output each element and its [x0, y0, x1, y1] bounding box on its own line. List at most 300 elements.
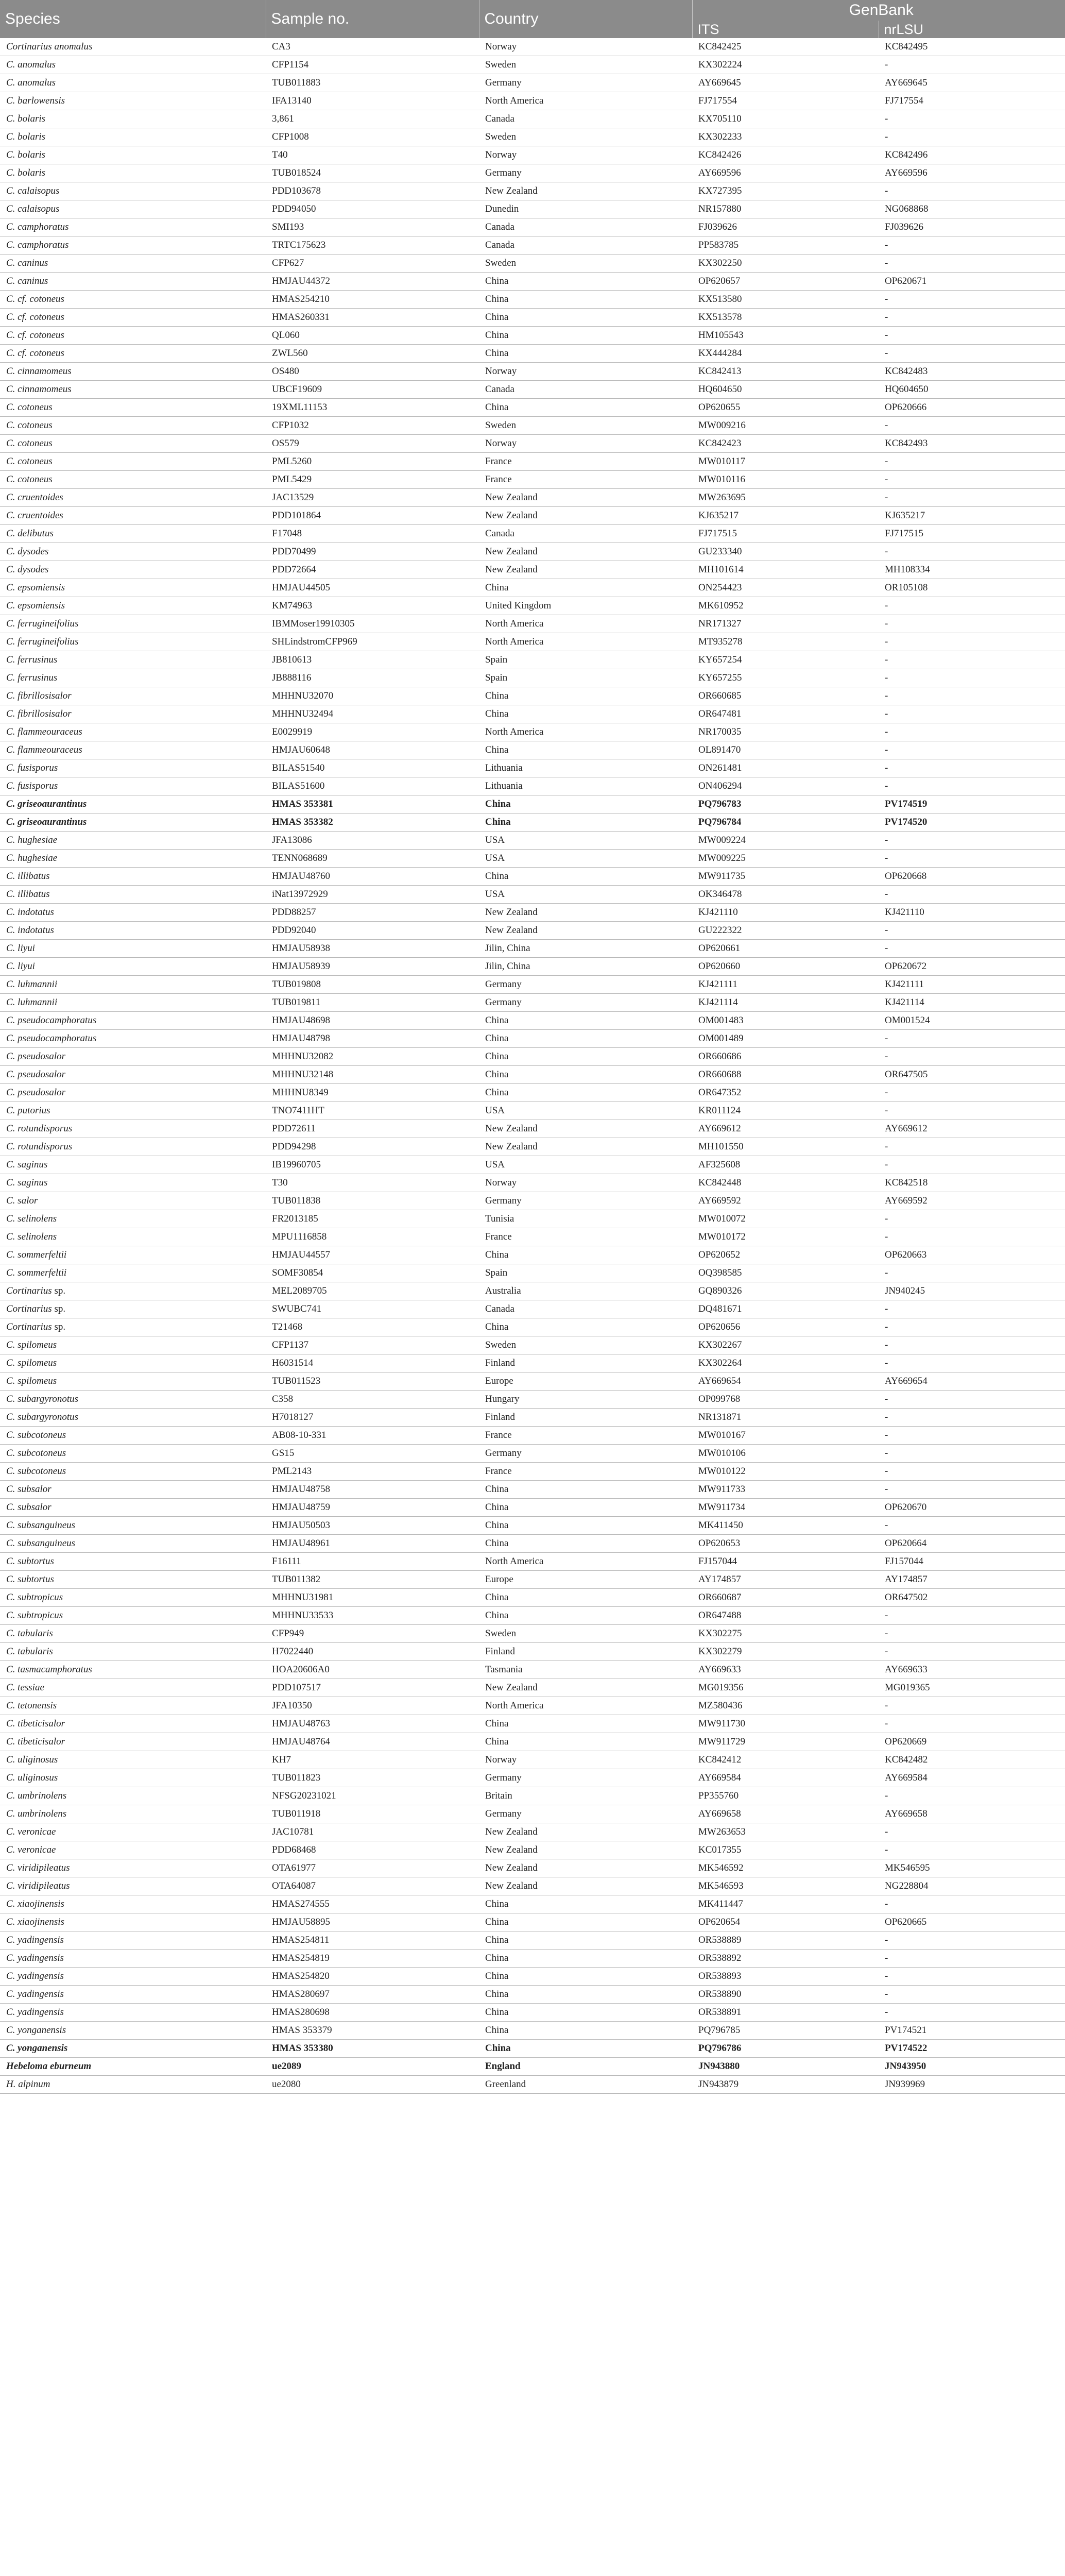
cell-its: MW911733 [692, 1481, 879, 1499]
cell-species: C. cruentoides [0, 489, 266, 507]
cell-nrlsu: OP620668 [879, 868, 1065, 886]
cell-sample: OTA64087 [266, 1877, 479, 1895]
cell-nrlsu: - [879, 309, 1065, 327]
cell-nrlsu: - [879, 255, 1065, 273]
cell-country: China [479, 1968, 692, 1986]
cell-species: C. tibeticisalor [0, 1715, 266, 1733]
cell-sample: CFP1008 [266, 128, 479, 146]
cell-nrlsu: - [879, 1968, 1065, 1986]
table-row [0, 777, 1065, 795]
cell-its: OR538889 [692, 1931, 879, 1950]
cell-its: OP620655 [692, 399, 879, 417]
cell-country: China [479, 1517, 692, 1535]
cell-country: New Zealand [479, 507, 692, 525]
cell-country: China [479, 1318, 692, 1336]
cell-its: OP620652 [692, 1246, 879, 1264]
table-row [0, 1336, 1065, 1354]
cell-sample: HMJAU48760 [266, 868, 479, 886]
cell-sample: IBMMoser19910305 [266, 615, 479, 633]
cell-its: OR647352 [692, 1084, 879, 1102]
cell-country: China [479, 687, 692, 705]
cell-nrlsu: - [879, 615, 1065, 633]
cell-its: MW263653 [692, 1823, 879, 1841]
cell-country: China [479, 327, 692, 345]
cell-country: China [479, 309, 692, 327]
table-row [0, 1246, 1065, 1264]
cell-species: C. cotoneus [0, 471, 266, 489]
cell-nrlsu: - [879, 1210, 1065, 1228]
cell-its: MW010116 [692, 471, 879, 489]
cell-country: England [479, 2058, 692, 2076]
cell-sample: 19XML11153 [266, 399, 479, 417]
table-row [0, 363, 1065, 381]
cell-sample: KM74963 [266, 597, 479, 615]
cell-sample: CA3 [266, 38, 479, 56]
cell-country: China [479, 705, 692, 723]
cell-species: C. cruentoides [0, 507, 266, 525]
cell-country: New Zealand [479, 1877, 692, 1895]
cell-species: C. illibatus [0, 886, 266, 904]
cell-species: C. cinnamomeus [0, 381, 266, 399]
table-row [0, 1156, 1065, 1174]
cell-nrlsu: - [879, 1318, 1065, 1336]
cell-country: China [479, 1986, 692, 2004]
cell-country: China [479, 795, 692, 814]
table-row [0, 1553, 1065, 1571]
cell-country: Norway [479, 146, 692, 164]
cell-country: Sweden [479, 1336, 692, 1354]
table-row [0, 182, 1065, 200]
cell-its: KC842413 [692, 363, 879, 381]
cell-nrlsu: JN940245 [879, 1282, 1065, 1300]
cell-species: C. liyui [0, 958, 266, 976]
cell-its: OQ398585 [692, 1264, 879, 1282]
cell-species: C. pseudocamphoratus [0, 1012, 266, 1030]
cell-species: H. alpinum [0, 2076, 266, 2094]
cell-its: AY669584 [692, 1769, 879, 1787]
cell-species: C. viridipileatus [0, 1859, 266, 1877]
table-row [0, 92, 1065, 110]
cell-sample: HMJAU48759 [266, 1499, 479, 1517]
cell-country: Spain [479, 651, 692, 669]
cell-its: FJ157044 [692, 1553, 879, 1571]
table-row [0, 1968, 1065, 1986]
table-row [0, 868, 1065, 886]
cell-species: C. umbrinolens [0, 1805, 266, 1823]
cell-sample: HMJAU48698 [266, 1012, 479, 1030]
table-row [0, 38, 1065, 56]
cell-its: MW010106 [692, 1445, 879, 1463]
table-row [0, 525, 1065, 543]
cell-its: KX444284 [692, 345, 879, 363]
cell-its: KC842423 [692, 435, 879, 453]
table-row [0, 1823, 1065, 1841]
cell-country: New Zealand [479, 489, 692, 507]
cell-species: C. epsomiensis [0, 579, 266, 597]
cell-nrlsu: - [879, 850, 1065, 868]
cell-species: C. bolaris [0, 146, 266, 164]
cell-species: C. putorius [0, 1102, 266, 1120]
cell-country: Spain [479, 1264, 692, 1282]
cell-country: Germany [479, 1769, 692, 1787]
cell-its: KX705110 [692, 110, 879, 128]
cell-its: OL891470 [692, 741, 879, 759]
cell-sample: PDD70499 [266, 543, 479, 561]
cell-sample: H7018127 [266, 1409, 479, 1427]
cell-nrlsu: OP620663 [879, 1246, 1065, 1264]
table-row [0, 705, 1065, 723]
cell-country: Tunisia [479, 1210, 692, 1228]
cell-country: New Zealand [479, 561, 692, 579]
cell-nrlsu: AY174857 [879, 1571, 1065, 1589]
cell-its: PQ796784 [692, 814, 879, 832]
table-row [0, 164, 1065, 182]
cell-sample: HMJAU58938 [266, 940, 479, 958]
cell-species: Cortinarius sp. [0, 1300, 266, 1318]
cell-its: MH101550 [692, 1138, 879, 1156]
cell-country: China [479, 1913, 692, 1931]
table-row [0, 850, 1065, 868]
cell-its: OR647481 [692, 705, 879, 723]
cell-sample: HMJAU60648 [266, 741, 479, 759]
cell-country: China [479, 579, 692, 597]
cell-country: Canada [479, 1300, 692, 1318]
cell-its: GU233340 [692, 543, 879, 561]
cell-nrlsu: - [879, 1048, 1065, 1066]
cell-nrlsu: AY669658 [879, 1805, 1065, 1823]
cell-nrlsu: KJ635217 [879, 507, 1065, 525]
cell-nrlsu: - [879, 633, 1065, 651]
col-header-country: Country [479, 0, 692, 38]
cell-species: C. pseudosalor [0, 1084, 266, 1102]
table-row [0, 723, 1065, 741]
cell-sample: KH7 [266, 1751, 479, 1769]
cell-species: C. yadingensis [0, 1950, 266, 1968]
cell-sample: JB888116 [266, 669, 479, 687]
cell-sample: AB08-10-331 [266, 1427, 479, 1445]
table-row [0, 1066, 1065, 1084]
cell-sample: PML5429 [266, 471, 479, 489]
cell-country: France [479, 453, 692, 471]
table-row [0, 1895, 1065, 1913]
cell-country: Canada [479, 236, 692, 255]
cell-sample: TUB011823 [266, 1769, 479, 1787]
cell-country: Germany [479, 1445, 692, 1463]
cell-country: North America [479, 633, 692, 651]
cell-its: MH101614 [692, 561, 879, 579]
cell-its: OR660688 [692, 1066, 879, 1084]
cell-nrlsu: - [879, 1138, 1065, 1156]
cell-sample: HMJAU48798 [266, 1030, 479, 1048]
table-row [0, 1913, 1065, 1931]
cell-sample: JB810613 [266, 651, 479, 669]
cell-its: HM105543 [692, 327, 879, 345]
cell-country: New Zealand [479, 1120, 692, 1138]
table-row [0, 1877, 1065, 1895]
cell-sample: HMAS 353380 [266, 2040, 479, 2058]
cell-country: Sweden [479, 255, 692, 273]
cell-country: France [479, 1463, 692, 1481]
cell-species: C. subsanguineus [0, 1517, 266, 1535]
cell-country: China [479, 345, 692, 363]
cell-nrlsu: PV174520 [879, 814, 1065, 832]
table-row [0, 74, 1065, 92]
cell-its: KJ421111 [692, 976, 879, 994]
cell-sample: TUB011883 [266, 74, 479, 92]
cell-its: AY669633 [692, 1661, 879, 1679]
cell-sample: TUB011838 [266, 1192, 479, 1210]
cell-sample: HMJAU48758 [266, 1481, 479, 1499]
cell-nrlsu: AY669654 [879, 1372, 1065, 1391]
table-row [0, 1661, 1065, 1679]
table-row [0, 417, 1065, 435]
cell-country: New Zealand [479, 1859, 692, 1877]
cell-nrlsu: PV174521 [879, 2022, 1065, 2040]
cell-country: New Zealand [479, 543, 692, 561]
cell-nrlsu: - [879, 669, 1065, 687]
cell-its: MW010167 [692, 1427, 879, 1445]
table-row [0, 1084, 1065, 1102]
cell-country: USA [479, 832, 692, 850]
table-row [0, 345, 1065, 363]
cell-species: C. liyui [0, 940, 266, 958]
cell-country: Germany [479, 1805, 692, 1823]
cell-nrlsu: - [879, 759, 1065, 777]
cell-nrlsu: - [879, 597, 1065, 615]
cell-species: C. pseudosalor [0, 1048, 266, 1066]
table-row [0, 2022, 1065, 2040]
cell-country: China [479, 273, 692, 291]
cell-nrlsu: - [879, 1445, 1065, 1463]
cell-its: MK411447 [692, 1895, 879, 1913]
cell-sample: SMI193 [266, 218, 479, 236]
cell-nrlsu: KC842483 [879, 363, 1065, 381]
cell-country: Germany [479, 1192, 692, 1210]
cell-its: AY174857 [692, 1571, 879, 1589]
cell-species: C. ferrugineifolius [0, 615, 266, 633]
cell-sample: JFA13086 [266, 832, 479, 850]
cell-its: MW009216 [692, 417, 879, 435]
table-row [0, 1300, 1065, 1318]
cell-sample: T21468 [266, 1318, 479, 1336]
cell-species: C. dysodes [0, 543, 266, 561]
cell-species: C. cf. cotoneus [0, 327, 266, 345]
cell-nrlsu: OP620664 [879, 1535, 1065, 1553]
table-row [0, 1715, 1065, 1733]
table-row [0, 1751, 1065, 1769]
cell-species: Cortinarius sp. [0, 1282, 266, 1300]
cell-its: OR660687 [692, 1589, 879, 1607]
cell-sample: PML5260 [266, 453, 479, 471]
cell-nrlsu: - [879, 1084, 1065, 1102]
table-row [0, 1030, 1065, 1048]
cell-nrlsu: KC842493 [879, 435, 1065, 453]
cell-nrlsu: - [879, 777, 1065, 795]
cell-its: NR157880 [692, 200, 879, 218]
cell-its: PQ796786 [692, 2040, 879, 2058]
table-row [0, 922, 1065, 940]
table-row [0, 741, 1065, 759]
cell-nrlsu: - [879, 1228, 1065, 1246]
cell-species: C. sommerfeltii [0, 1264, 266, 1282]
cell-sample: SHLindstromCFP969 [266, 633, 479, 651]
cell-sample: PDD101864 [266, 507, 479, 525]
cell-nrlsu: - [879, 1427, 1065, 1445]
cell-sample: PDD88257 [266, 904, 479, 922]
cell-species: C. subtortus [0, 1553, 266, 1571]
cell-species: C. subcotoneus [0, 1445, 266, 1463]
cell-its: KX302279 [692, 1643, 879, 1661]
cell-nrlsu: - [879, 2004, 1065, 2022]
table-row [0, 940, 1065, 958]
cell-nrlsu: - [879, 1264, 1065, 1282]
cell-country: Germany [479, 74, 692, 92]
table-row [0, 1481, 1065, 1499]
cell-sample: GS15 [266, 1445, 479, 1463]
cell-sample: OS480 [266, 363, 479, 381]
cell-nrlsu: AY669592 [879, 1192, 1065, 1210]
cell-sample: PDD107517 [266, 1679, 479, 1697]
table-row [0, 795, 1065, 814]
cell-its: GU222322 [692, 922, 879, 940]
cell-country: China [479, 1715, 692, 1733]
cell-country: Canada [479, 110, 692, 128]
cell-country: China [479, 1012, 692, 1030]
cell-nrlsu: NG068868 [879, 200, 1065, 218]
cell-its: OR660686 [692, 1048, 879, 1066]
col-header-species: Species [0, 0, 266, 38]
cell-sample: MHHNU33533 [266, 1607, 479, 1625]
cell-its: KC842426 [692, 146, 879, 164]
table-row [0, 146, 1065, 164]
cell-its: NR171327 [692, 615, 879, 633]
cell-nrlsu: - [879, 417, 1065, 435]
cell-species: C. yadingensis [0, 2004, 266, 2022]
table-row [0, 669, 1065, 687]
cell-its: AY669658 [692, 1805, 879, 1823]
cell-nrlsu: - [879, 182, 1065, 200]
cell-species: C. spilomeus [0, 1372, 266, 1391]
cell-species: C. selinolens [0, 1210, 266, 1228]
cell-its: OP099768 [692, 1391, 879, 1409]
cell-nrlsu: - [879, 1625, 1065, 1643]
table-row [0, 543, 1065, 561]
cell-nrlsu: - [879, 128, 1065, 146]
cell-its: FJ717554 [692, 92, 879, 110]
cell-species: C. tabularis [0, 1643, 266, 1661]
cell-sample: PDD94298 [266, 1138, 479, 1156]
cell-species: C. indotatus [0, 922, 266, 940]
cell-sample: H7022440 [266, 1643, 479, 1661]
cell-country: China [479, 1030, 692, 1048]
cell-sample: SOMF30854 [266, 1264, 479, 1282]
cell-its: KX513578 [692, 309, 879, 327]
cell-nrlsu: - [879, 1517, 1065, 1535]
cell-nrlsu: - [879, 1391, 1065, 1409]
cell-its: MK610952 [692, 597, 879, 615]
cell-species: C. delibutus [0, 525, 266, 543]
cell-nrlsu: - [879, 1300, 1065, 1318]
cell-species: C. bolaris [0, 128, 266, 146]
cell-country: Norway [479, 38, 692, 56]
cell-nrlsu: - [879, 236, 1065, 255]
cell-species: C. viridipileatus [0, 1877, 266, 1895]
cell-country: Germany [479, 994, 692, 1012]
cell-its: PQ796783 [692, 795, 879, 814]
cell-species: C. luhmannii [0, 994, 266, 1012]
cell-species: C. subsalor [0, 1481, 266, 1499]
cell-its: OR538891 [692, 2004, 879, 2022]
cell-its: MK546593 [692, 1877, 879, 1895]
cell-nrlsu: - [879, 705, 1065, 723]
cell-nrlsu: OM001524 [879, 1012, 1065, 1030]
col-header-its: ITS [692, 21, 879, 38]
cell-its: NR131871 [692, 1409, 879, 1427]
cell-species: C. pseudocamphoratus [0, 1030, 266, 1048]
cell-nrlsu: - [879, 1409, 1065, 1427]
cell-country: United Kingdom [479, 597, 692, 615]
cell-its: OP620657 [692, 273, 879, 291]
cell-country: Dunedin [479, 200, 692, 218]
table-row [0, 56, 1065, 74]
cell-nrlsu: - [879, 453, 1065, 471]
cell-its: OP620660 [692, 958, 879, 976]
cell-species: C. cinnamomeus [0, 363, 266, 381]
cell-species: C. subtropicus [0, 1607, 266, 1625]
cell-its: FJ717515 [692, 525, 879, 543]
table-row [0, 1138, 1065, 1156]
cell-nrlsu: OP620666 [879, 399, 1065, 417]
table-row [0, 453, 1065, 471]
cell-its: AY669596 [692, 164, 879, 182]
cell-country: Canada [479, 218, 692, 236]
cell-sample: MHHNU32070 [266, 687, 479, 705]
cell-its: MW911730 [692, 1715, 879, 1733]
cell-nrlsu: FJ039626 [879, 218, 1065, 236]
table-row [0, 435, 1065, 453]
cell-its: KJ635217 [692, 507, 879, 525]
cell-its: KX302267 [692, 1336, 879, 1354]
table-row [0, 507, 1065, 525]
cell-nrlsu: OP620665 [879, 1913, 1065, 1931]
cell-sample: TENN068689 [266, 850, 479, 868]
table-row [0, 651, 1065, 669]
cell-sample: HMAS260331 [266, 309, 479, 327]
cell-its: KC842412 [692, 1751, 879, 1769]
cell-species: C. bolaris [0, 164, 266, 182]
cell-species: C. pseudosalor [0, 1066, 266, 1084]
table-row [0, 759, 1065, 777]
cell-its: OM001483 [692, 1012, 879, 1030]
cell-country: Spain [479, 669, 692, 687]
cell-nrlsu: - [879, 1697, 1065, 1715]
cell-species: C. subtropicus [0, 1589, 266, 1607]
cell-species: C. fibrillosisalor [0, 687, 266, 705]
table-row [0, 218, 1065, 236]
cell-its: DQ481671 [692, 1300, 879, 1318]
cell-its: AY669592 [692, 1192, 879, 1210]
table-row [0, 1012, 1065, 1030]
cell-nrlsu: MG019365 [879, 1679, 1065, 1697]
cell-sample: HMJAU44505 [266, 579, 479, 597]
table-row [0, 615, 1065, 633]
table-row [0, 1499, 1065, 1517]
cell-species: C. bolaris [0, 110, 266, 128]
cell-species: C. rotundisporus [0, 1138, 266, 1156]
cell-country: China [479, 1950, 692, 1968]
table-row [0, 471, 1065, 489]
cell-species: Hebeloma eburneum [0, 2058, 266, 2076]
